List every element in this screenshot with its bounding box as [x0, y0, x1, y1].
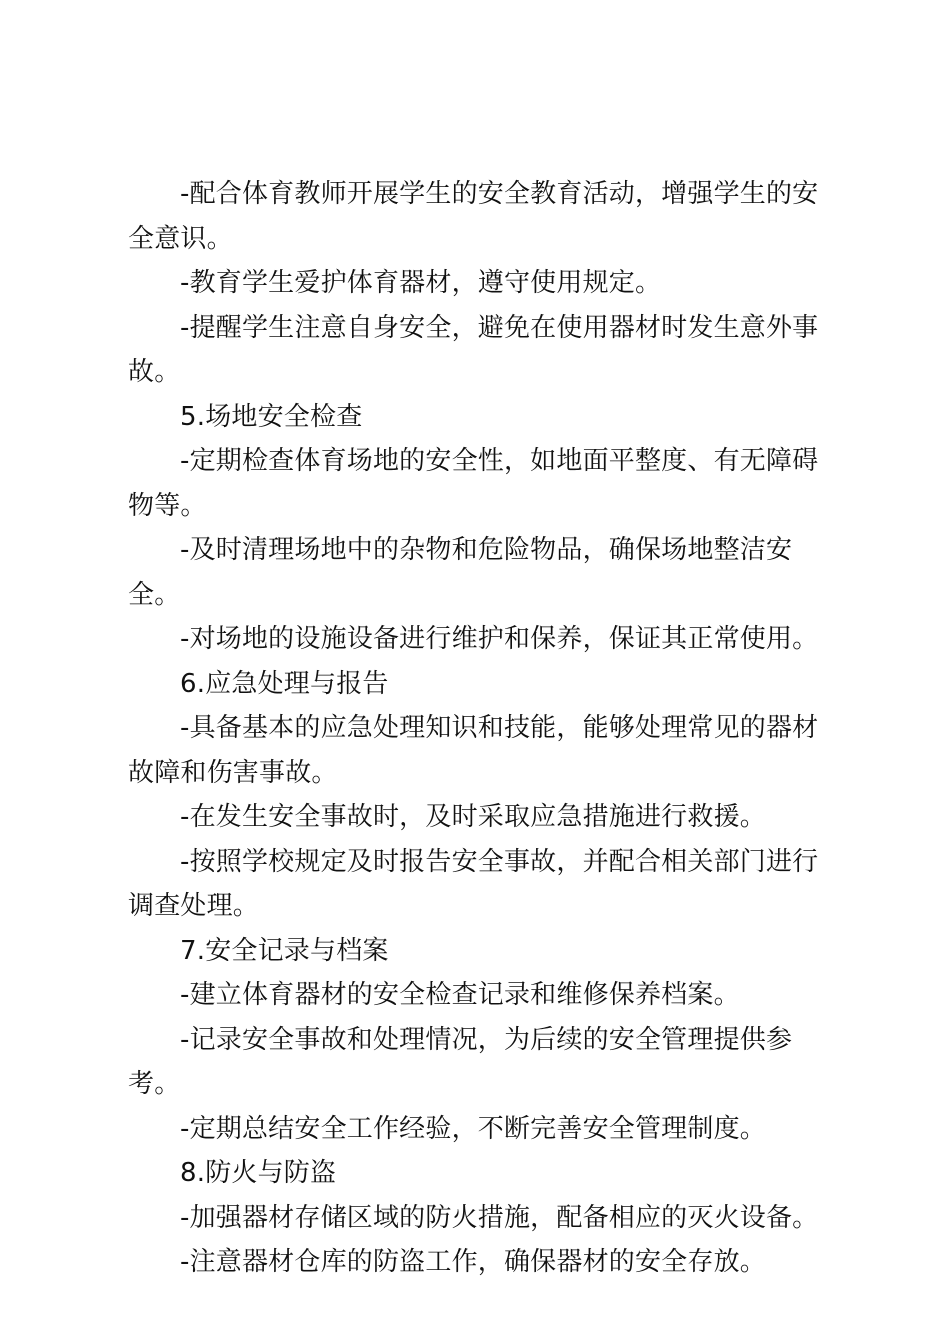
paragraph-care-equipment: -教育学生爱护体育器材，遵守使用规定。: [180, 268, 662, 298]
paragraph-accident-records: -记录安全事故和处理情况，为后续的安全管理提供参考。: [128, 1024, 793, 1099]
paragraph-theft-prevention: -注意器材仓库的防盗工作，确保器材的安全存放。: [180, 1247, 766, 1277]
paragraph-inspection-records: -建立体育器材的安全检查记录和维修保养档案。: [180, 980, 740, 1010]
paragraph-emergency-rescue: -在发生安全事故时，及时采取应急措施进行救援。: [180, 802, 766, 832]
section-heading-7: 7.安全记录与档案: [180, 935, 389, 966]
paragraph-remind-safety: -提醒学生注意自身安全，避免在使用器材时发生意外事故。: [128, 312, 819, 387]
paragraph-inspect-venue: -定期检查体育场地的安全性，如地面平整度、有无障碍物等。: [128, 446, 819, 521]
paragraph-emergency-skills: -具备基本的应急处理知识和技能，能够处理常见的器材故障和伤害事故。: [128, 713, 819, 788]
paragraph-report-accidents: -按照学校规定及时报告安全事故，并配合相关部门进行调查处理。: [128, 846, 819, 921]
section-heading-8: 8.防火与防盗: [180, 1158, 337, 1188]
section-heading-6: 6.应急处理与报告: [180, 668, 389, 699]
section-heading-5: 5.场地安全检查: [180, 401, 363, 432]
paragraph-clean-venue: -及时清理场地中的杂物和危险物品，确保场地整洁安全。: [128, 535, 793, 610]
paragraph-fire-prevention: -加强器材存储区域的防火措施，配备相应的灭火设备。: [180, 1202, 819, 1233]
paragraph-summarize-experience: -定期总结安全工作经验，不断完善安全管理制度。: [180, 1113, 766, 1144]
paragraph-maintain-facilities: -对场地的设施设备进行维护和保养，保证其正常使用。: [180, 624, 819, 654]
paragraph-safety-education: -配合体育教师开展学生的安全教育活动，增强学生的安全意识。: [128, 179, 819, 254]
document-body: [128, 172, 840, 1285]
